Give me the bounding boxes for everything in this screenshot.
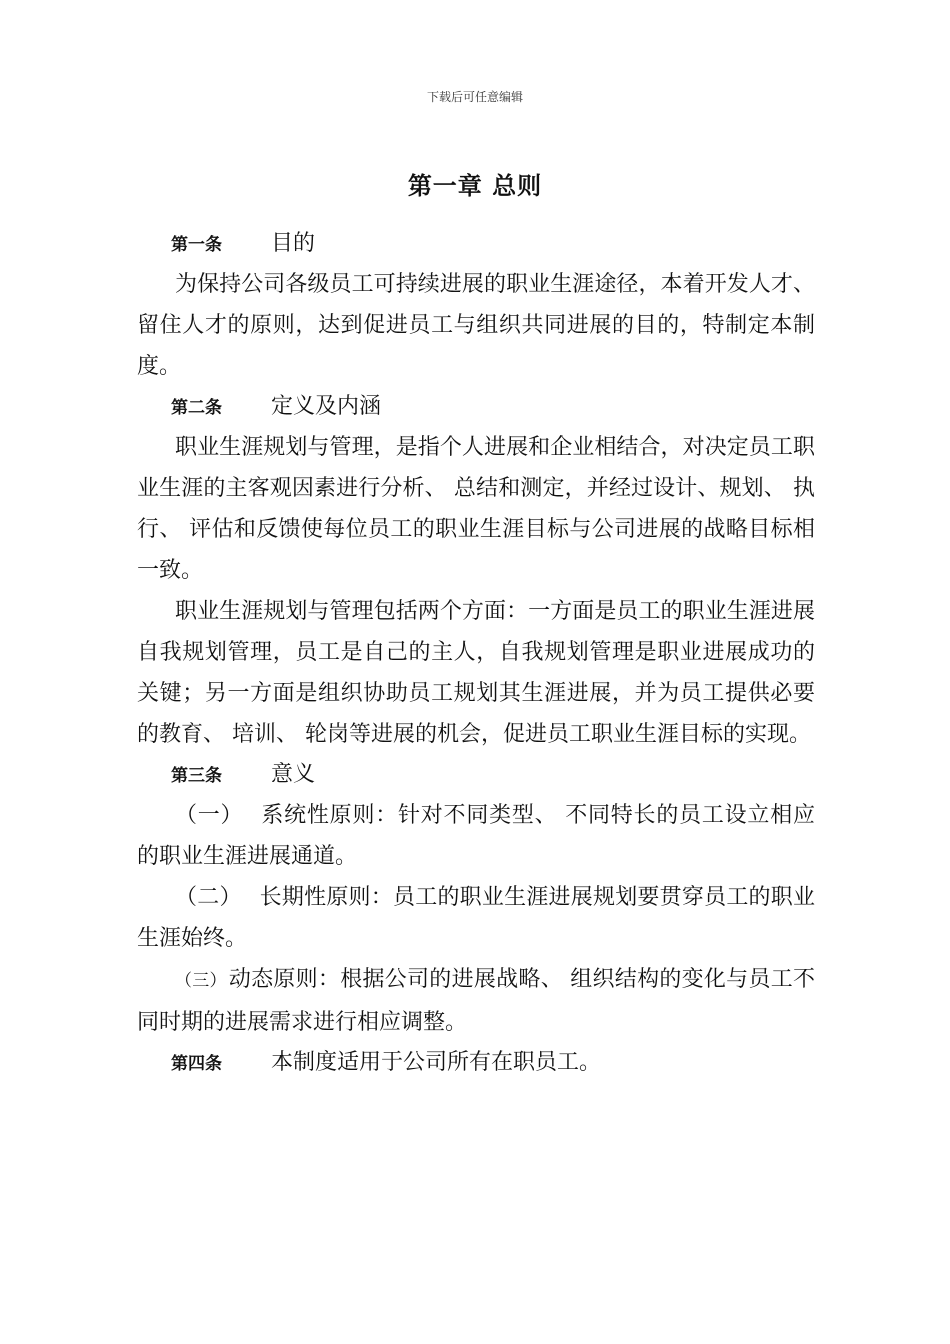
article-1-title: 目的 (271, 231, 316, 256)
article-1-number: 第一条 (171, 235, 222, 255)
item-1-label: （一） (175, 803, 244, 828)
item-1-text: 系统性原则：针对不同类型、 不同特长的员工设立相应的职业生涯进展通道。 (137, 803, 815, 869)
article-3-title: 意义 (271, 762, 316, 787)
item-3-label: （三） (175, 971, 227, 991)
article-4-heading (137, 1043, 815, 1083)
article-2-paragraph-2: 职业生涯规划与管理包括两个方面：一方面是员工的职业生涯进展自我规划管理，员工是自己的主人，自我规划管理是职业进展成功的关键；另一方面是组织协助员工规划其生涯进展，并为员工提供必要的教育、 培训、 轮岗等进展的机会，促进员工职业生涯目标的实现。 (137, 599, 815, 747)
page-header-note: 下载后可任意编辑 (426, 90, 523, 104)
article-3-item-1 (137, 795, 815, 877)
article-2-heading (137, 387, 815, 427)
article-3-item-3 (137, 959, 815, 1043)
article-3-heading (137, 755, 815, 795)
item-2-label: （二） (175, 885, 242, 910)
article-2-number: 第二条 (171, 398, 222, 418)
item-2-text: 长期性原则：员工的职业生涯进展规划要贯穿员工的职业生涯始终。 (137, 885, 815, 951)
article-3-number: 第三条 (171, 766, 222, 786)
article-2-title: 定义及内涵 (271, 394, 382, 419)
article-1-heading (137, 224, 815, 264)
article-1-paragraph: 为保持公司各级员工可持续进展的职业生涯途径，本着开发人才、 留住人才的原则，达到促进员工与组织共同进展的目的，特制定本制度。 (137, 272, 815, 379)
chapter-title: 第一章 总则 (407, 172, 543, 200)
article-4-title: 本制度适用于公司所有在职员工。 (271, 1050, 602, 1075)
item-3-text: 动态原则：根据公司的进展战略、 组织结构的变化与员工不同时期的进展需求进行相应调整。 (137, 967, 815, 1035)
article-2-paragraph-1: 职业生涯规划与管理，是指个人进展和企业相结合，对决定员工职业生涯的主客观因素进行分析、 总结和测定，并经过设计、规划、 执行、 评估和反馈使每位员工的职业生涯目标与公司进展的战略目标相一致。 (137, 435, 815, 583)
document-body (137, 224, 815, 1083)
article-3-item-2 (137, 877, 815, 959)
article-4-number: 第四条 (171, 1054, 222, 1074)
